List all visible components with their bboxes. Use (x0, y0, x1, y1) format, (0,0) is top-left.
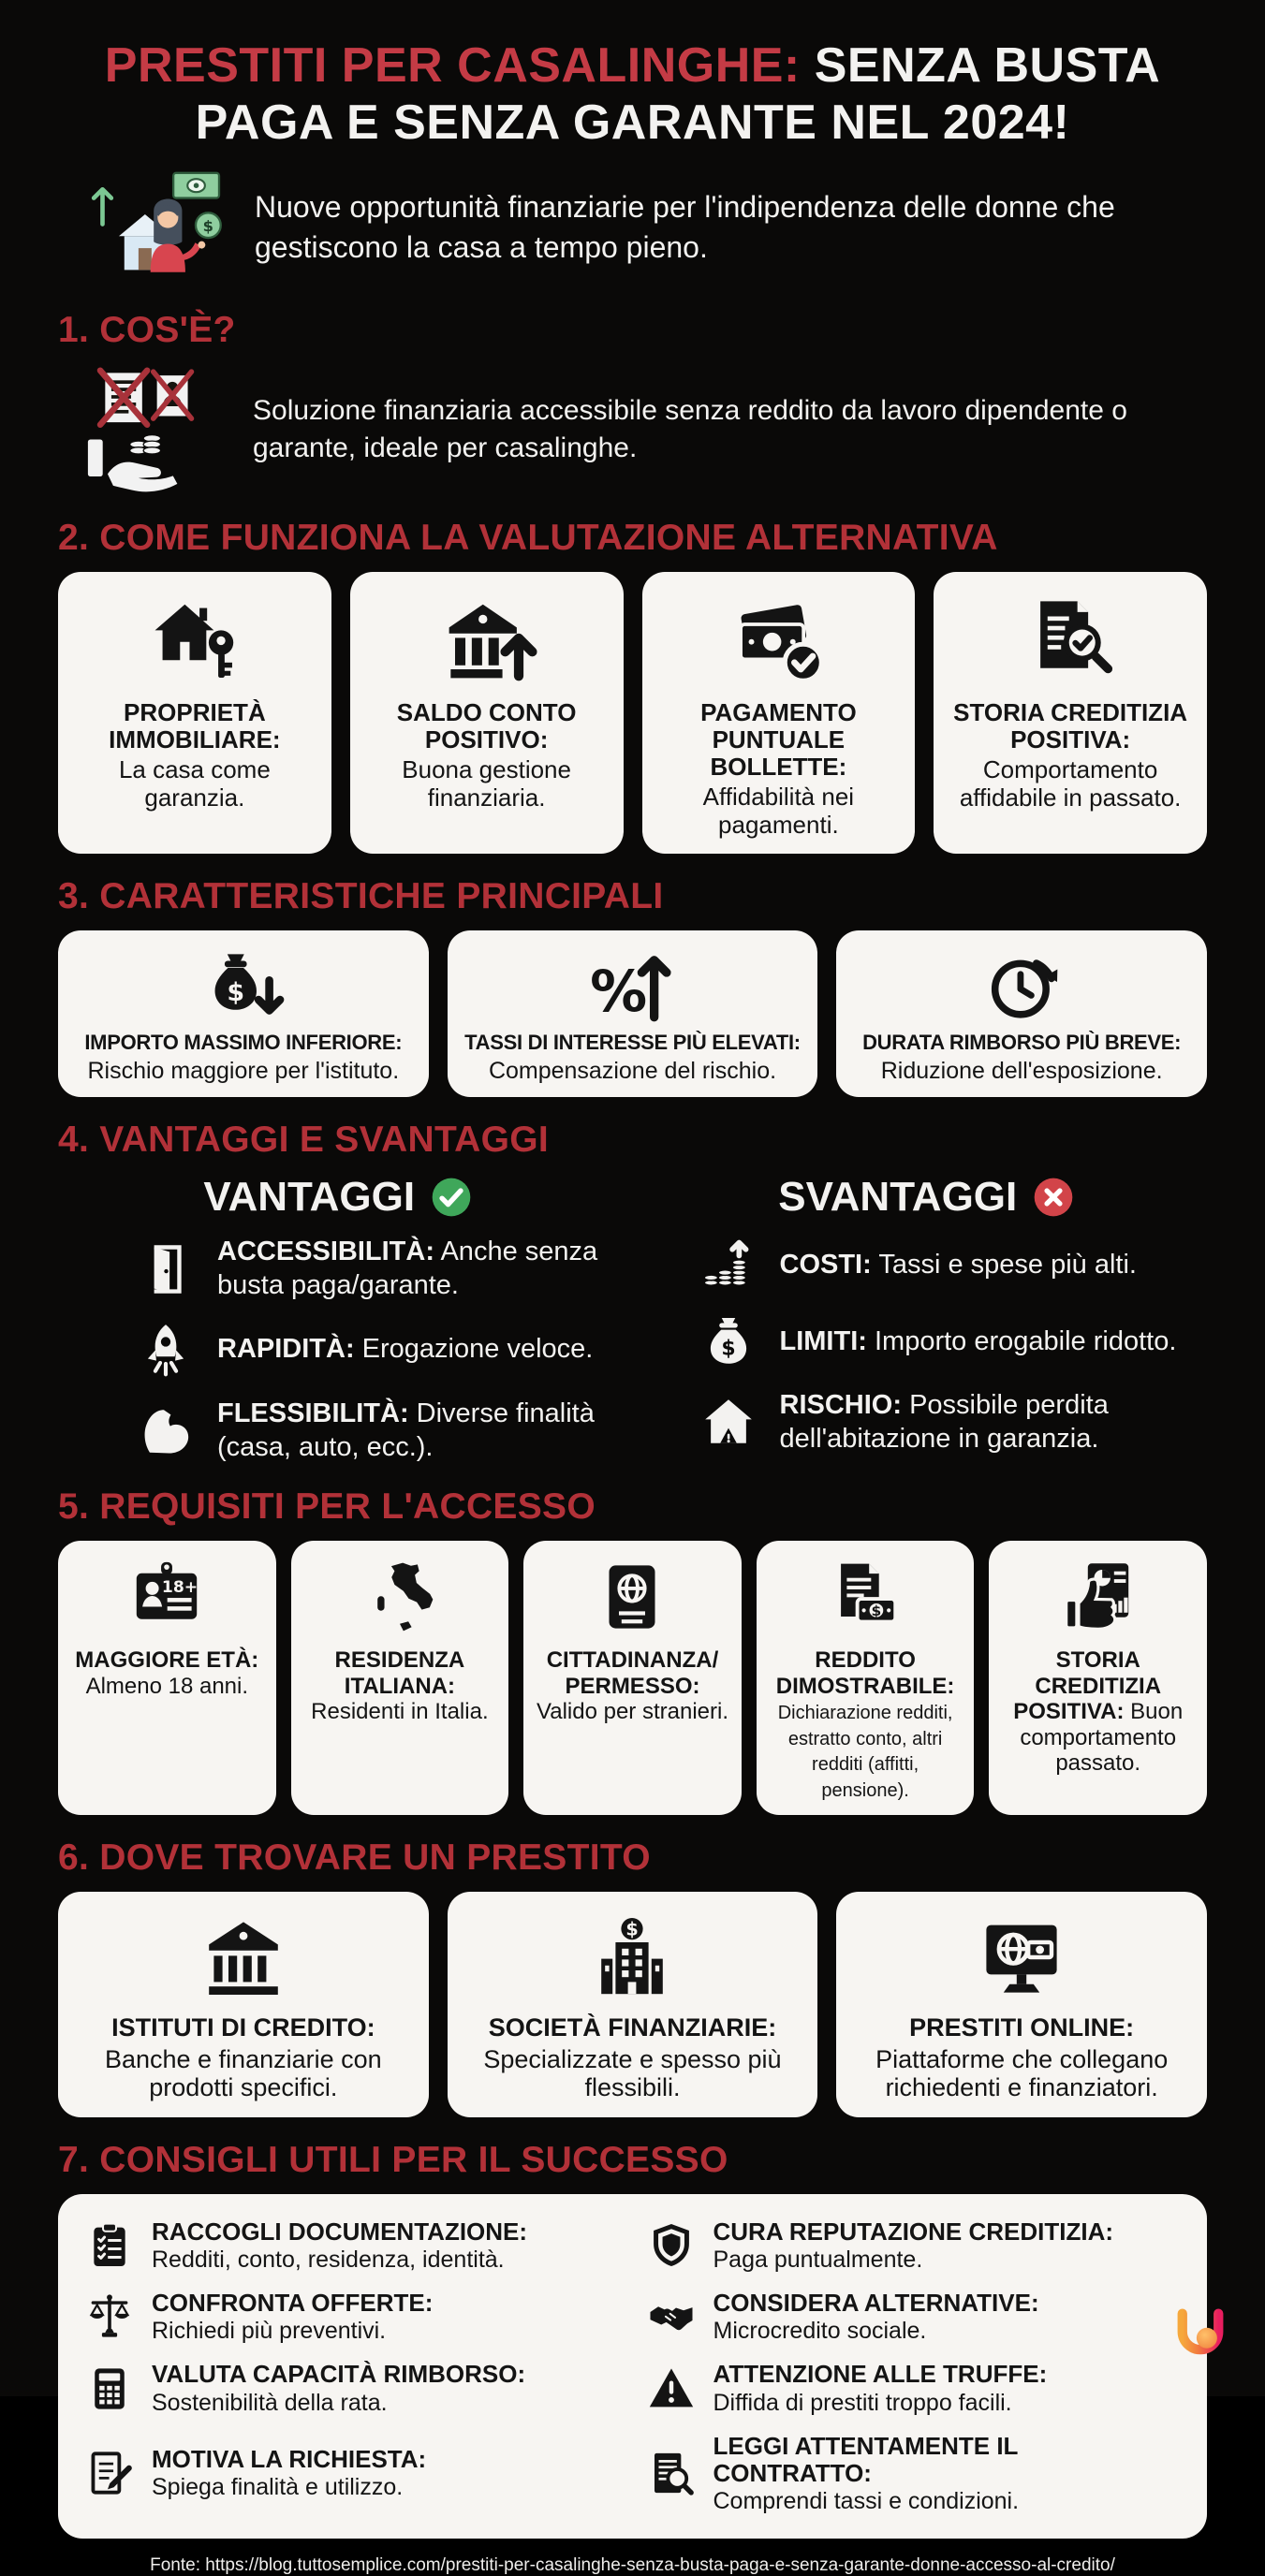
intro-block (84, 168, 1207, 287)
valuation-cards (58, 572, 1207, 855)
requirement-cards (58, 1541, 1207, 1816)
advantage-text: RAPIDITÀ: Erogazione veloce. (217, 1334, 594, 1365)
clipboard-icon (84, 2220, 135, 2271)
advantages-column (58, 1174, 619, 1464)
card-subtitle: Piattaforme che collegano richiedenti e finanziatori. (875, 2044, 1169, 2102)
card-title: STORIA CREDITIZIA POSITIVA: (953, 697, 1188, 754)
advantage-item (137, 1398, 619, 1464)
card-subtitle: Rischio maggiore per l'istituto. (87, 1057, 400, 1084)
house-warning-icon (699, 1394, 758, 1452)
disadvantages-header (647, 1174, 1208, 1221)
card-bills (642, 572, 916, 855)
handshake-icon (646, 2291, 697, 2342)
section-1-heading: 1. COS'È? (58, 309, 236, 350)
section-2-heading: 2. COME FUNZIONA LA VALUTAZIONE ALTERNATIVA (58, 517, 998, 558)
housewife-finance-illustration (84, 168, 234, 287)
page-title-rest-line2: PAGA E SENZA GARANTE NEL 2024! (195, 95, 1070, 151)
card-residence: RESIDENZA ITALIANA: Residenti in Italia. (291, 1541, 509, 1816)
calculator-icon (84, 2364, 135, 2414)
scales-icon (84, 2291, 135, 2342)
document-pen-icon (84, 2448, 135, 2498)
moneybag-icon (699, 1312, 758, 1370)
italy-map-icon (360, 1558, 439, 1636)
tip-item: CURA REPUTAZIONE CREDITIZIA: Paga puntualmente. (646, 2218, 1182, 2273)
section-5-heading: 5. REQUISITI PER L'ACCESSO (58, 1486, 596, 1527)
tip-item: ATTENZIONE ALLE TRUFFE: Diffida di prestiti troppo facili. (646, 2361, 1182, 2415)
page-title (58, 37, 1207, 153)
advantage-item (137, 1236, 619, 1302)
svg-text:$: $ (202, 216, 214, 235)
disadvantage-item (699, 1389, 1208, 1456)
contract-magnifier-icon (646, 2448, 697, 2498)
card-subtitle: La casa come garanzia. (118, 754, 271, 812)
card-title: PAGAMENTO PUNTUALE BOLLETTE: (700, 697, 857, 781)
section-7-heading: 7. CONSIGLI UTILI PER IL SUCCESSO (58, 2140, 728, 2181)
card-title: SOCIETÀ FINANZIARIE: (488, 2013, 777, 2042)
advantages-header (58, 1174, 619, 1221)
disadvantages-title: SVANTAGGI (778, 1174, 1018, 1221)
advantage-item (137, 1321, 619, 1379)
feature-cards (58, 930, 1207, 1097)
bank-building-icon (199, 1912, 288, 2002)
thumbs-up-report-icon (1059, 1558, 1138, 1636)
section-1-text: Soluzione finanziaria accessibile senza reddito da lavoro dipendente o garante, ideale per casalinghe. (253, 395, 1127, 463)
page-title-highlight: PRESTITI PER CASALINGHE: (104, 38, 801, 93)
intro-text: Nuove opportunità finanziarie per l'indipendenza delle donne che gestiscono la casa a tempo pieno. (255, 190, 1115, 264)
section-6-heading: 6. DOVE TROVARE UN PRESTITO (58, 1837, 651, 1879)
card-subtitle: Specializzate e spesso più flessibili. (483, 2044, 782, 2102)
clock-cycle-icon (981, 945, 1062, 1026)
tips-panel (58, 2194, 1207, 2539)
card-online-loans (836, 1892, 1207, 2117)
brand-logo-icon (1169, 2305, 1231, 2366)
card-higher-rates (448, 930, 818, 1097)
card-citizenship: CITTADINANZA/ PERMESSO: Valido per stranieri. (523, 1541, 742, 1816)
card-income: REDDITO DIMOSTRABILE: Dichiarazione redditi, estratto conto, altri redditi (affitti, pensione). (757, 1541, 975, 1816)
card-title: IMPORTO MASSIMO INFERIORE: (84, 1031, 403, 1055)
advantage-text: FLESSIBILITÀ: Diverse finalità (casa, auto, ecc.). (217, 1398, 595, 1462)
card-title: PRESTITI ONLINE: (909, 2013, 1135, 2042)
section-1-content (81, 364, 1207, 495)
card-subtitle: Banche e finanziarie con prodotti specifici. (104, 2044, 382, 2102)
card-subtitle: Comportamento affidabile in passato. (959, 754, 1182, 812)
card-finance-companies (448, 1892, 818, 2117)
card-balance (350, 572, 624, 855)
card-title: PROPRIETÀ IMMOBILIARE: (109, 697, 281, 754)
online-loan-icon (977, 1912, 1066, 2002)
no-payslip-no-guarantor-illustration (81, 364, 228, 495)
shield-icon (646, 2220, 697, 2271)
card-lower-amount (58, 930, 429, 1097)
card-age: MAGGIORE ETÀ: Almeno 18 anni. (58, 1541, 276, 1816)
biceps-icon (137, 1402, 195, 1460)
lender-cards (58, 1892, 1207, 2117)
card-credit-institutions (58, 1892, 429, 2117)
disadvantage-item (699, 1312, 1208, 1370)
coins-up-icon (699, 1236, 758, 1294)
card-title: ISTITUTI DI CREDITO: (111, 2013, 375, 2042)
advantage-text: ACCESSIBILITÀ: Anche senza busta paga/garante. (217, 1237, 598, 1300)
section-3-heading: 3. CARATTERISTICHE PRINCIPALI (58, 876, 664, 917)
disadvantage-item (699, 1236, 1208, 1294)
card-subtitle: Affidabilità nei pagamenti. (702, 783, 855, 839)
bank-growth-icon (439, 593, 535, 688)
card-subtitle: Compensazione del rischio. (488, 1057, 777, 1084)
card-credit-history (934, 572, 1207, 855)
passport-icon (593, 1558, 671, 1636)
pros-cons (58, 1174, 1207, 1464)
card-property (58, 572, 331, 855)
disadvantage-text: COSTI: Tassi e spese più alti. (779, 1249, 1137, 1280)
finance-company-icon (587, 1912, 677, 2002)
check-circle-icon (430, 1176, 473, 1219)
warning-triangle-icon (646, 2364, 697, 2414)
income-document-icon (826, 1558, 905, 1636)
credit-report-check-icon (1022, 593, 1118, 688)
advantages-title: VANTAGGI (203, 1174, 416, 1221)
door-icon (137, 1240, 195, 1298)
tip-item: CONFRONTA OFFERTE: Richiedi più preventivi. (84, 2290, 620, 2344)
disadvantages-column (647, 1174, 1208, 1464)
id-card-18-icon (127, 1558, 206, 1636)
card-shorter-duration (836, 930, 1207, 1097)
tip-item: LEGGI ATTENTAMENTE IL CONTRATTO: Comprendi tassi e condizioni. (646, 2433, 1182, 2514)
disadvantage-text: LIMITI: Importo erogabile ridotto. (779, 1325, 1177, 1356)
tip-item: VALUTA CAPACITÀ RIMBORSO: Sostenibilità della rata. (84, 2361, 620, 2415)
tip-item: CONSIDERA ALTERNATIVE: Microcredito sociale. (646, 2290, 1182, 2344)
card-subtitle: Riduzione dell'esposizione. (880, 1057, 1163, 1084)
page-title-rest-line1: SENZA BUSTA (814, 38, 1161, 93)
disadvantage-text: RISCHIO: Possibile perdita dell'abitazione in garanzia. (779, 1390, 1109, 1454)
x-circle-icon (1032, 1176, 1075, 1219)
card-title: DURATA RIMBORSO PIÙ BREVE: (862, 1031, 1182, 1055)
rocket-icon (137, 1321, 195, 1379)
card-title: TASSI DI INTERESSE PIÙ ELEVATI: (464, 1031, 801, 1055)
tip-item: RACCOGLI DOCUMENTAZIONE: Redditi, conto, residenza, identità. (84, 2218, 620, 2273)
house-key-icon (147, 593, 243, 688)
card-title: SALDO CONTO POSITIVO: (396, 697, 577, 754)
section-4-heading: 4. VANTAGGI E SVANTAGGI (58, 1120, 550, 1161)
source-text: Fonte: https://blog.tuttosemplice.com/prestiti-per-casalinghe-senza-busta-paga-e-senza-garante-donne-accesso-al-credito/ (150, 2554, 1115, 2575)
percent-up-icon (592, 945, 672, 1026)
banknotes-check-icon (730, 593, 826, 688)
moneybag-down-icon (203, 945, 284, 1026)
tip-item: MOTIVA LA RICHIESTA: Spiega finalità e utilizzo. (84, 2433, 620, 2514)
card-subtitle: Buona gestione finanziaria. (402, 754, 571, 812)
card-credit-record: STORIA CREDITIZIA POSITIVA: Buon comportamento passato. (989, 1541, 1207, 1816)
